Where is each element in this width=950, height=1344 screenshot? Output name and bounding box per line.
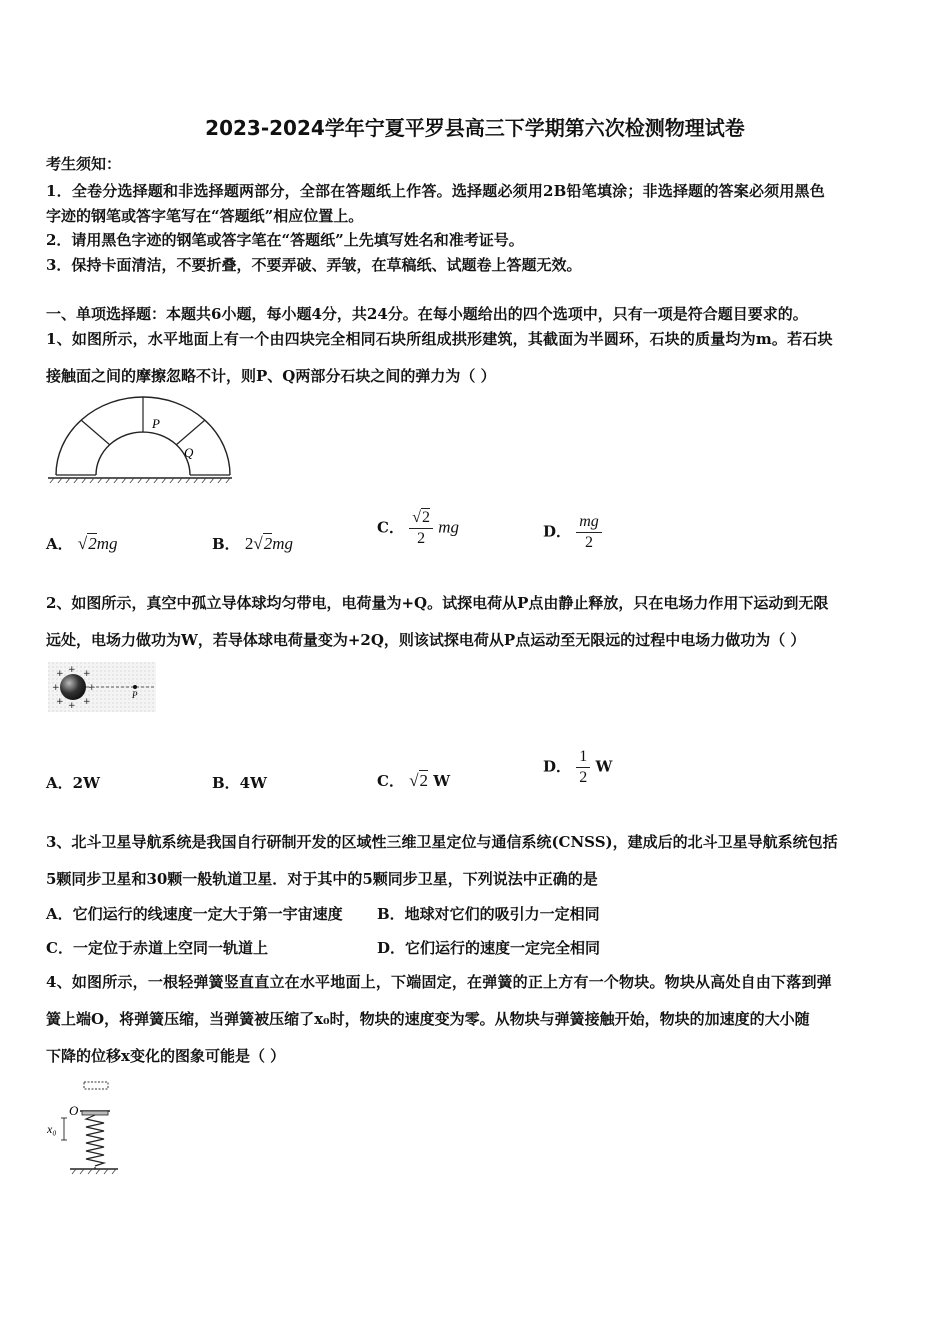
section-heading: 一、单项选择题：本题共6小题，每小题4分，共24分。在每小题给出的四个选项中，只有一项是符合题目要求的。 (46, 305, 808, 323)
page-title: 2023-2024学年宁夏平罗县高三下学期第六次检测物理试卷 (205, 116, 745, 140)
q2-line-1: 2、如图所示，真空中孤立导体球均匀带电，电荷量为+Q。试探电荷从P点由静止释放，只在电场力作用下运动到无限 (46, 594, 829, 612)
numerator: 1 (576, 747, 590, 768)
charged-sphere-figure (48, 662, 156, 712)
q1-option-b[interactable]: B． 2√2mg (212, 534, 294, 553)
option-label: A． (46, 535, 73, 553)
spring-figure (44, 1078, 124, 1176)
q3-option-b[interactable]: B．地球对它们的吸引力一定相同 (377, 905, 600, 923)
svg-text:+: + (56, 669, 64, 679)
q1-option-d[interactable] (543, 512, 602, 553)
q3-option-a[interactable]: A．它们运行的线速度一定大于第一宇宙速度 (46, 905, 343, 923)
q4-line-1: 4、如图所示，一根轻弹簧竖直直立在水平地面上，下端固定，在弹簧的正上方有一个物块。物块从高处自由下落到弹 (46, 973, 832, 991)
denominator: 2 (585, 534, 594, 551)
denominator: 2 (579, 769, 588, 786)
q1-line-1: 1、如图所示，水平地面上有一个由四块完全相同石块所组成拱形建筑，其截面为半圆环，石块的质量均为m。若石块 (46, 330, 833, 348)
q3-option-c[interactable]: C．一定位于赤道上空同一轨道上 (46, 939, 268, 957)
q2-option-b[interactable]: B．4W (212, 774, 267, 792)
q3-line-2: 5颗同步卫星和30颗一般轨道卫星．对于其中的5颗同步卫星，下列说法中正确的是 (46, 870, 598, 888)
svg-text:+: + (83, 669, 91, 679)
spring-top-label: O (69, 1103, 79, 1118)
unit: W (433, 772, 451, 790)
notice-heading: 考生须知： (46, 155, 122, 173)
option-label: B． (212, 535, 240, 553)
q2-option-d[interactable] (543, 747, 612, 788)
numerator: mg (576, 512, 602, 533)
radicand: 2 (421, 509, 430, 526)
radicand: 2 (88, 534, 97, 553)
math-term: mg (438, 517, 459, 537)
compression-label: x₀ (47, 1122, 57, 1136)
arch-figure (44, 395, 234, 485)
svg-text:+: + (52, 683, 60, 693)
option-label: C． (377, 518, 404, 537)
q4-line-3: 下降的位移x变化的图象可能是（ ） (46, 1047, 286, 1065)
q2-option-a[interactable]: A．2W (46, 774, 100, 792)
q1-option-a[interactable]: A． √2mg (46, 534, 118, 553)
q3-line-1: 3、北斗卫星导航系统是我国自行研制开发的区域性三维卫星定位与通信系统(CNSS)，建成后的北斗卫星导航系统包括 (46, 833, 838, 851)
q2-line-2: 远处，电场力做功为W，若导体球电荷量变为+2Q，则该试探电荷从P点运动至无限远的过程中电场力做功为（ ） (46, 631, 806, 649)
stone-label-p: P (152, 416, 160, 431)
unit: W (595, 757, 613, 776)
q3-option-d[interactable]: D．它们运行的速度一定完全相同 (377, 939, 601, 957)
q2-option-c[interactable]: C． √2 W (377, 771, 451, 790)
denominator: 2 (417, 530, 426, 547)
notice-item: 字迹的钢笔或答字笔写在“答题纸”相应位置上。 (46, 207, 364, 225)
option-label: C． (377, 772, 404, 790)
point-label-p: P (132, 690, 138, 700)
stone-label-q: Q (184, 445, 194, 460)
svg-text:+: + (56, 697, 64, 707)
svg-text:+: + (88, 683, 96, 693)
radicand: 2 (263, 534, 273, 553)
coefficient: 2 (244, 534, 254, 553)
notice-item: 1．全卷分选择题和非选择题两部分，全部在答题纸上作答。选择题必须用2B铅笔填涂；非选择题的答案必须用黑色 (46, 182, 825, 200)
math-term: mg (96, 534, 118, 553)
option-label: D． (543, 522, 572, 541)
notice-item: 3．保持卡面清洁，不要折叠，不要弄破、弄皱，在草稿纸、试题卷上答题无效。 (46, 256, 582, 274)
block-outline (84, 1082, 108, 1089)
radicand: 2 (419, 771, 429, 790)
notice-item: 2．请用黑色字迹的钢笔或答字笔在“答题纸”上先填写姓名和准考证号。 (46, 231, 524, 249)
svg-text:+: + (83, 697, 91, 707)
q4-line-2: 簧上端O，将弹簧压缩，当弹簧被压缩了x₀时，物块的速度变为零。从物块与弹簧接触开始，物块的加速度的大小随 (46, 1010, 810, 1028)
math-term: mg (272, 534, 294, 553)
svg-text:+: + (68, 701, 76, 711)
option-label: D． (543, 757, 572, 776)
q1-option-c[interactable]: C． $\frac{√2}{2}$ mg (377, 509, 459, 547)
svg-text:+: + (68, 665, 76, 675)
q1-line-2: 接触面之间的摩擦忽略不计，则P、Q两部分石块之间的弹力为（ ） (46, 367, 496, 385)
